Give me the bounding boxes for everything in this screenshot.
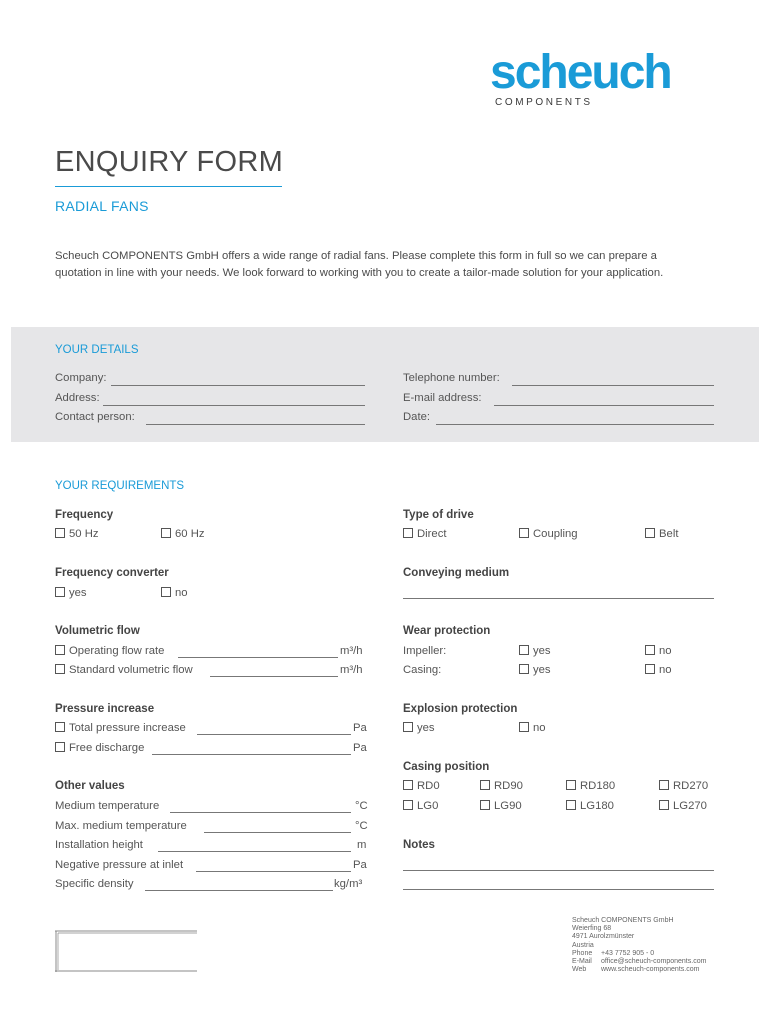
installation-height-label: Installation height (55, 839, 143, 851)
checkbox[interactable] (659, 800, 669, 810)
density-label: Specific density (55, 878, 134, 890)
footer-company: Scheuch COMPONENTS GmbH (572, 917, 674, 924)
impeller-no-option[interactable]: no (645, 645, 672, 657)
converter-yes-option[interactable]: yes (55, 587, 87, 599)
checkbox[interactable] (645, 528, 655, 538)
checkbox[interactable] (480, 780, 490, 790)
checkbox[interactable] (645, 645, 655, 655)
rd0-option[interactable]: RD0 (403, 780, 440, 792)
impeller-yes-option[interactable]: yes (519, 645, 551, 657)
checkbox[interactable] (161, 587, 171, 597)
details-heading: YOUR DETAILS (55, 344, 139, 356)
drive-direct-option[interactable]: Direct (403, 528, 447, 540)
address-label: Address: (55, 392, 100, 404)
operating-flow-field[interactable] (178, 657, 338, 658)
wear-label: Wear protection (403, 625, 491, 637)
medium-temp-label: Medium temperature (55, 800, 160, 812)
casing-no-option[interactable]: no (645, 664, 672, 676)
total-pressure-field[interactable] (197, 734, 351, 735)
checkbox[interactable] (55, 722, 65, 732)
date-field[interactable] (436, 424, 714, 425)
title-underline (55, 186, 282, 187)
density-field[interactable] (145, 890, 333, 891)
logo-wordmark: scheuch (490, 46, 671, 98)
checkbox[interactable] (519, 664, 529, 674)
checkbox[interactable] (403, 528, 413, 538)
lg180-option[interactable]: LG180 (566, 800, 614, 812)
footer-country: Austria (572, 941, 594, 949)
checkbox[interactable] (55, 587, 65, 597)
medium-temp-field[interactable] (170, 812, 351, 813)
checkbox[interactable] (519, 722, 529, 732)
email-field[interactable] (494, 405, 714, 406)
max-temp-field[interactable] (204, 832, 351, 833)
lg270-option[interactable]: LG270 (659, 800, 707, 812)
explosion-label: Explosion protection (403, 703, 518, 715)
converter-no-option[interactable]: no (161, 587, 188, 599)
operating-flow-option[interactable]: Operating flow rate (55, 645, 164, 657)
negative-pressure-field[interactable] (196, 871, 351, 872)
checkbox[interactable] (403, 800, 413, 810)
total-pressure-unit: Pa (353, 722, 367, 734)
checkbox[interactable] (55, 528, 65, 538)
checkbox[interactable] (659, 780, 669, 790)
explosion-yes-option[interactable]: yes (403, 722, 435, 734)
telephone-label: Telephone number: (403, 372, 500, 384)
date-label: Date: (403, 411, 431, 423)
medium-temp-unit: °C (355, 800, 368, 812)
free-discharge-option[interactable]: Free discharge (55, 742, 144, 754)
checkbox[interactable] (519, 645, 529, 655)
checkbox[interactable] (55, 742, 65, 752)
free-discharge-unit: Pa (353, 742, 367, 754)
total-pressure-option[interactable]: Total pressure increase (55, 722, 186, 734)
casing-label: Casing: (403, 664, 442, 676)
notes-field-line-1[interactable] (403, 870, 714, 871)
checkbox[interactable] (55, 664, 65, 674)
telephone-field[interactable] (512, 385, 714, 386)
drive-label: Type of drive (403, 509, 474, 521)
contact-field[interactable] (146, 424, 365, 425)
installation-height-unit: m (357, 839, 367, 851)
impeller-label: Impeller: (403, 645, 447, 657)
rd270-option[interactable]: RD270 (659, 780, 708, 792)
address-field[interactable] (103, 405, 365, 406)
footer-web: Web www.scheuch-components.com (572, 966, 700, 974)
rd180-option[interactable]: RD180 (566, 780, 615, 792)
checkbox[interactable] (161, 528, 171, 538)
contact-label: Contact person: (55, 411, 135, 423)
explosion-no-option[interactable]: no (519, 722, 546, 734)
operating-flow-unit: m³/h (340, 645, 363, 657)
checkbox[interactable] (519, 528, 529, 538)
checkbox[interactable] (566, 800, 576, 810)
lg0-option[interactable]: LG0 (403, 800, 438, 812)
footer-email: E-Mail office@scheuch-components.com (572, 958, 707, 966)
drive-coupling-option[interactable]: Coupling (519, 528, 578, 540)
checkbox[interactable] (403, 780, 413, 790)
other-values-label: Other values (55, 780, 125, 792)
pressure-label: Pressure increase (55, 703, 155, 715)
density-unit: kg/m³ (334, 878, 363, 890)
max-temp-label: Max. medium temperature (55, 820, 187, 832)
standard-flow-option[interactable]: Standard volumetric flow (55, 664, 193, 676)
medium-label: Conveying medium (403, 567, 510, 579)
page-title: ENQUIRY FORM (55, 146, 284, 178)
max-temp-unit: °C (355, 820, 368, 832)
negative-pressure-unit: Pa (353, 859, 367, 871)
footer-address (572, 917, 762, 974)
intro-text: Scheuch COMPONENTS GmbH offers a wide range of radial fans. Please complete this form in full so we can prepare a quotation in line with your needs. We look forward to working with you to create a tailor-made solution for your application. (55, 250, 664, 279)
frequency-label: Frequency (55, 509, 114, 521)
converter-label: Frequency converter (55, 567, 169, 579)
checkbox[interactable] (480, 800, 490, 810)
installation-height-field[interactable] (158, 851, 351, 852)
rd90-option[interactable]: RD90 (480, 780, 523, 792)
free-discharge-field[interactable] (152, 754, 351, 755)
footer-city: 4971 Aurolzmünster (572, 933, 635, 941)
casing-position-label: Casing position (403, 761, 490, 773)
checkbox[interactable] (403, 722, 413, 732)
checkbox[interactable] (645, 664, 655, 674)
lg90-option[interactable]: LG90 (480, 800, 522, 812)
notes-field-line-2[interactable] (403, 889, 714, 890)
scheuch-logo (490, 42, 720, 98)
drive-belt-option[interactable]: Belt (645, 528, 678, 540)
footer-street: Weierfing 68 (572, 925, 612, 933)
negative-pressure-label: Negative pressure at inlet (55, 859, 184, 871)
email-label: E-mail address: (403, 392, 482, 404)
standard-flow-unit: m³/h (340, 664, 363, 676)
requirements-heading: YOUR REQUIREMENTS (55, 480, 185, 492)
casing-yes-option[interactable]: yes (519, 664, 551, 676)
company-label: Company: (55, 372, 107, 384)
standard-flow-field[interactable] (210, 676, 338, 677)
freq-60-option[interactable]: 60 Hz (161, 528, 205, 540)
freq-50-option[interactable]: 50 Hz (55, 528, 99, 540)
logo-subtitle: COMPONENTS (495, 97, 593, 108)
stamp-box (55, 930, 197, 972)
company-field[interactable] (111, 385, 365, 386)
flow-label: Volumetric flow (55, 625, 140, 637)
page-subtitle: RADIAL FANS (55, 198, 149, 214)
checkbox[interactable] (566, 780, 576, 790)
checkbox[interactable] (55, 645, 65, 655)
notes-label: Notes (403, 839, 435, 851)
medium-field[interactable] (403, 598, 714, 599)
footer-phone: Phone +43 7752 905 - 0 (572, 949, 655, 957)
